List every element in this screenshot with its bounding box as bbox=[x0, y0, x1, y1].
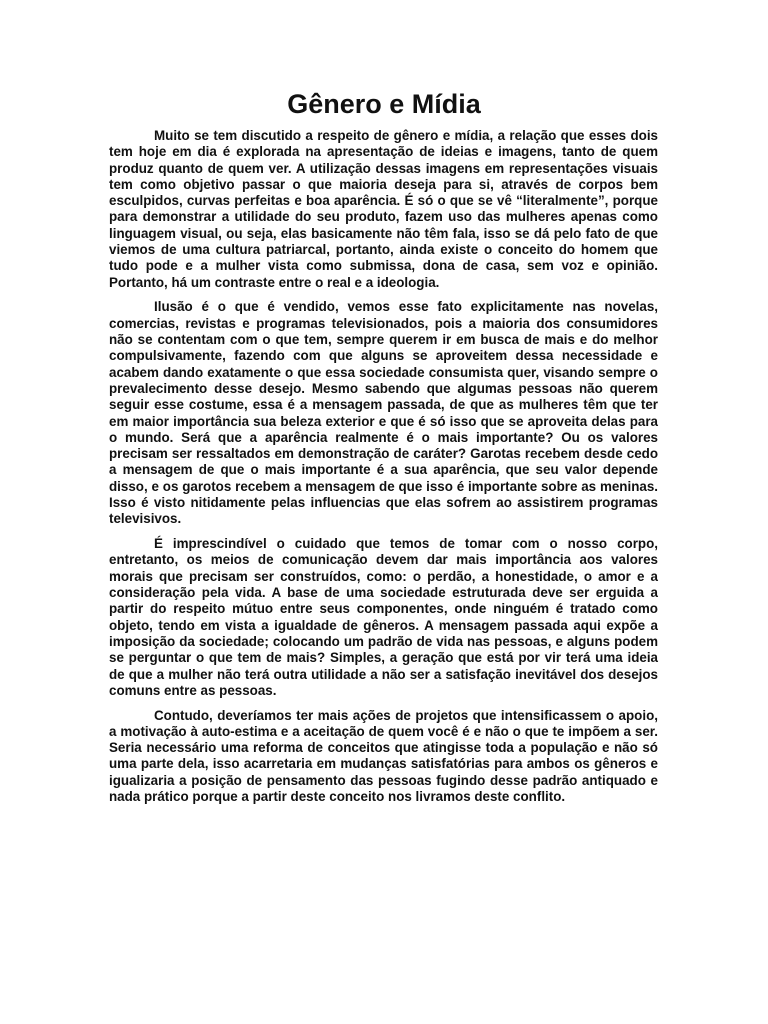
paragraph-4: Contudo, deveríamos ter mais ações de projetos que intensificassem o apoio, a motivação à auto-estima e a aceitação de quem você é e não o que te impõem a ser. Seria necessário uma reforma de conceitos que atingisse toda a população e não só uma parte dela, isso acarretaria em mudanças satisfatórias para ambos os gêneros e igualizaria a posição de pensamento das pessoas fugindo desse padrão antiquado e nada prático porque a partir deste conceito nos livramos deste conflito. bbox=[109, 707, 658, 805]
document-body bbox=[109, 128, 658, 814]
paragraph-2: Ilusão é o que é vendido, vemos esse fato explicitamente nas novelas, comercias, revistas e programas televisionados, pois a maioria dos consumidores não se contentam com o que tem, sempre querem ir em busca de mais e do melhor compulsivamente, fazendo com que alguns se aproveitem dessa necessidade e acabem dando exatamente o que essa sociedade consumista quer, visando sempre o prevalecimento desse desejo. Mesmo sabendo que algumas pessoas não querem seguir esse costume, essa é a mensagem passada, de que as mulheres têm que ter em maior importância sua beleza exterior e que é só isso que se aproveita delas para o mundo. Será que a aparência realmente é o mais importante? Ou os valores precisam ser ressaltados em demonstração de caráter? Garotas recebem desde cedo a mensagem de que o mais importante é a sua aparência, que seu valor depende disso, e os garotos recebem a mensagem de que isso é importante sobre as meninas. Isso é visto nitidamente pelas influencias que elas sofrem ao assistirem programas televisivos. bbox=[109, 299, 658, 527]
document-title: Gênero e Mídia bbox=[287, 89, 481, 119]
paragraph-1: Muito se tem discutido a respeito de gênero e mídia, a relação que esses dois tem hoje em dia é explorada na apresentação de ideias e imagens, tanto de quem produz quanto de quem ver. A utilização dessas imagens em representações visuais tem como objetivo passar o que maioria deseja para si, através de corpos bem esculpidos, curvas perfeitas e boa aparência. É só o que se vê “literalmente”, porque para demonstrar a utilidade do seu produto, fazem uso das mulheres apenas como linguagem visual, ou seja, elas basicamente não têm fala, isso se dá pelo fato de que viemos de uma cultura patriarcal, portanto, ainda existe o conceito do homem que tudo pode e a mulher vista como submissa, dona de casa, sem voz e opinião. Portanto, há um contraste entre o real e a ideologia. bbox=[109, 128, 658, 290]
paragraph-3: É imprescindível o cuidado que temos de tomar com o nosso corpo, entretanto, os meios de comunicação devem dar mais importância aos valores morais que precisam ser construídos, como: o perdão, a honestidade, o amor e a consideração pela vida. A base de uma sociedade estruturada deve ser erguida a partir do respeito mútuo entre seus componentes, onde ninguém é tratado como objeto, tendo em vista a igualdade de gêneros. A mensagem passada aqui expõe a imposição da sociedade; colocando um padrão de vida nas pessoas, e alguns podem se perguntar o que tem de mais? Simples, a geração que está por vir terá uma ideia de que a mulher não terá outra utilidade a não ser a satisfação inevitável dos desejos comuns entre as pessoas. bbox=[109, 536, 658, 698]
